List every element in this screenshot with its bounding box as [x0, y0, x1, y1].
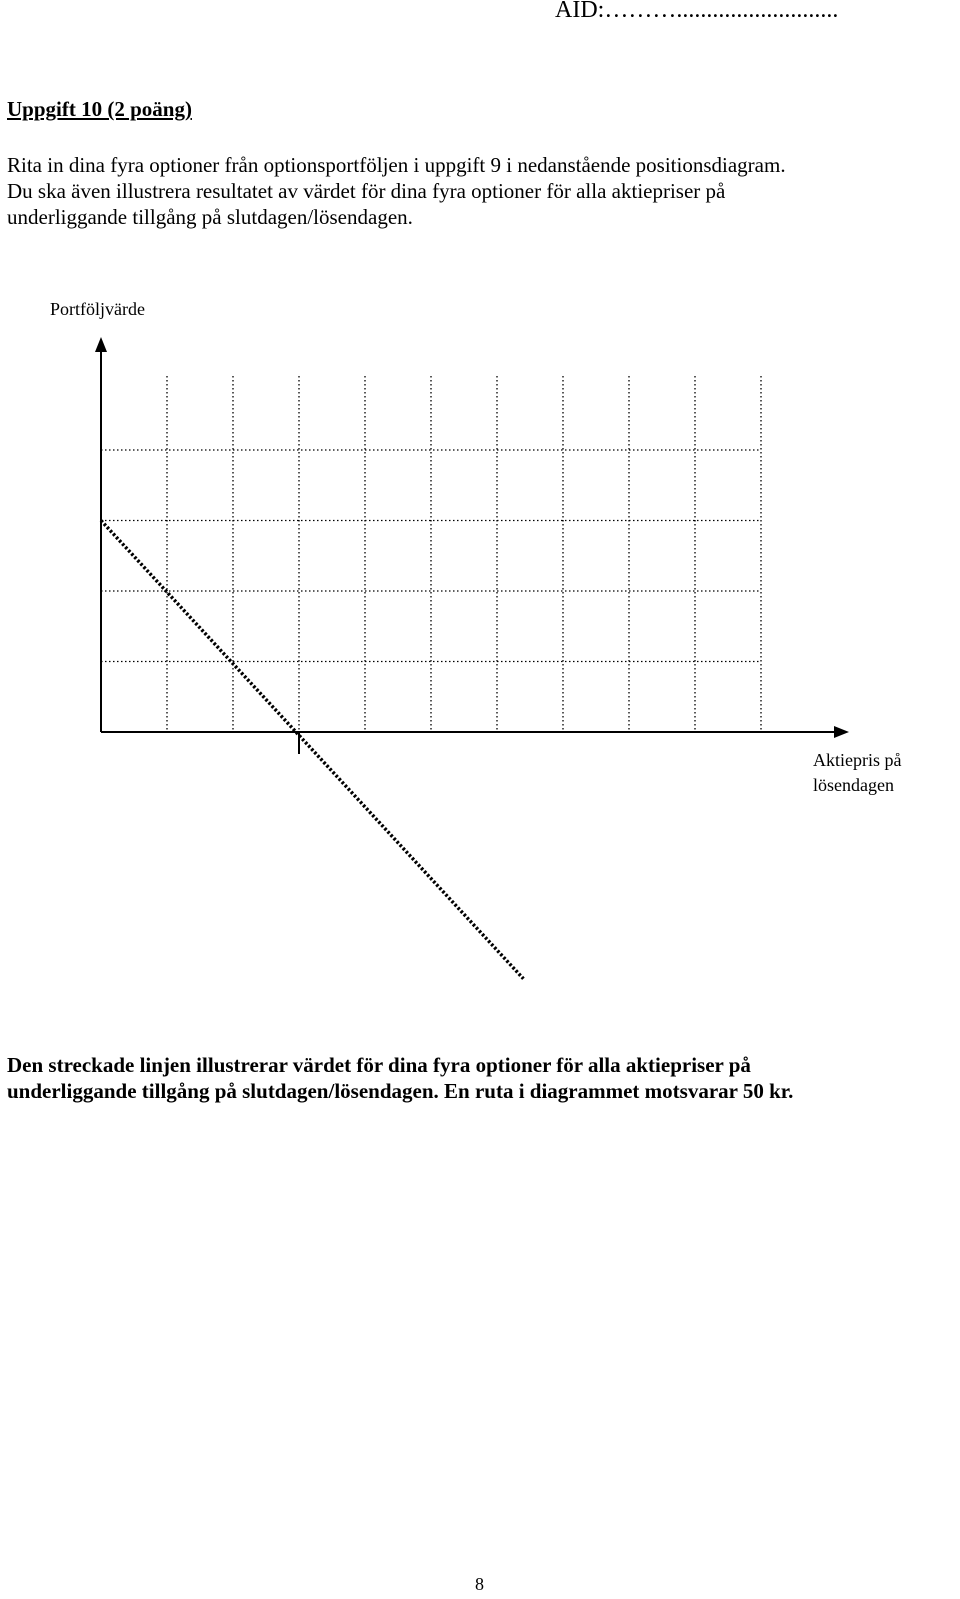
intro-line: Rita in dina fyra optioner från optionsportföljen i uppgift 9 i nedanstående positionsdiagram. — [7, 153, 786, 177]
footnote-line: underliggande tillgång på slutdagen/lösendagen. En ruta i diagrammet motsvarar 50 kr. — [7, 1079, 794, 1103]
intro-line: Du ska även illustrera resultatet av värdet för dina fyra optioner för alla aktiepriser på — [7, 179, 726, 203]
x-axis-arrow — [834, 726, 849, 738]
aid-label: AID:………........................... — [555, 0, 839, 23]
axes — [95, 337, 849, 754]
y-axis-arrow — [95, 337, 107, 352]
y-axis-label: Portföljvärde — [50, 299, 145, 319]
grid — [101, 376, 761, 732]
task-heading: Uppgift 10 (2 poäng) — [7, 97, 192, 121]
intro-line: underliggande tillgång på slutdagen/lösendagen. — [7, 205, 413, 229]
series — [101, 521, 523, 979]
footnote — [7, 1052, 793, 1104]
page-number: 8 — [475, 1574, 484, 1594]
x-axis-label-line: lösendagen — [813, 775, 894, 795]
dashed-payoff-line — [101, 521, 523, 979]
x-axis-label-line: Aktiepris på — [813, 750, 902, 770]
footnote-line: Den streckade linjen illustrerar värdet för dina fyra optioner för alla aktiepriser på — [7, 1053, 751, 1077]
